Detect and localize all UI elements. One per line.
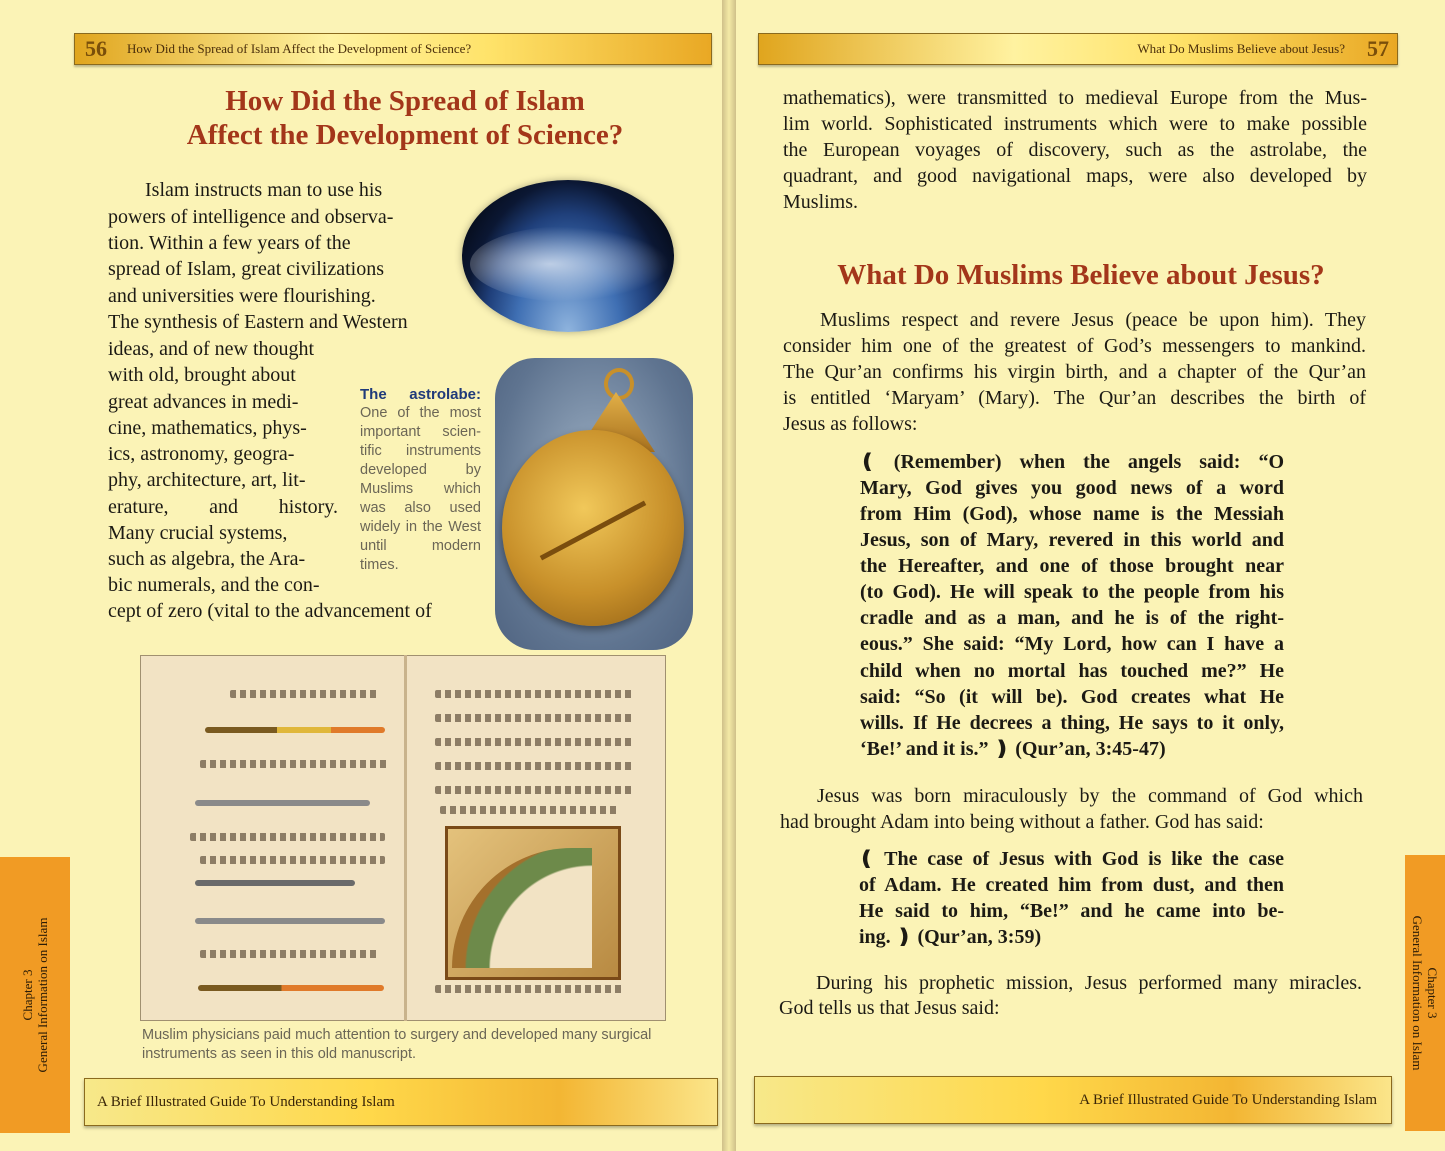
chapter-tab-text xyxy=(1410,878,1440,1108)
quote-line: of Adam. He created him from dust, and then xyxy=(859,874,1284,896)
right-footer-text: A Brief Illustrated Guide To Understanding Islam xyxy=(1079,1092,1377,1108)
manuscript-script xyxy=(435,690,635,698)
caption-line: Muslim physicians paid much attention to surgery and developed many surgical xyxy=(142,1027,652,1043)
left-chapter-tab xyxy=(0,857,70,1133)
body-line: erature, and history. xyxy=(108,496,338,518)
right-heading: What Do Muslims Believe about Jesus? xyxy=(837,259,1325,291)
left-page xyxy=(0,0,722,1151)
manuscript-script xyxy=(435,985,625,993)
manuscript-script xyxy=(435,738,635,746)
left-running-head-banner xyxy=(74,33,712,65)
caption-line: tific instruments xyxy=(360,443,481,459)
body-line: great advances in medi- xyxy=(108,391,299,413)
astrolabe-caption xyxy=(360,385,481,575)
quote-line: cradle and as a man, and he is of the right- xyxy=(860,607,1284,629)
right-running-head-banner xyxy=(758,33,1398,65)
body-line: Jesus was born miraculously by the command of God which xyxy=(817,785,1363,807)
body-line: and universities were flourishing. xyxy=(108,285,376,307)
body-line: spread of Islam, great civilizations xyxy=(108,258,385,280)
body-line: powers of intelligence and observa- xyxy=(108,206,394,228)
heading-line: How Did the Spread of Islam xyxy=(225,85,585,117)
earth-cloud-layer xyxy=(470,226,670,302)
quote-line: Jesus, son of Mary, revered in this world and xyxy=(860,529,1284,551)
chapter-tab-text xyxy=(20,880,50,1110)
astrolabe-caption-lead: The astrolabe: xyxy=(360,386,481,403)
quote-line: eous.” She said: “My Lord, how can I have a xyxy=(860,633,1284,655)
body-line: Muslims respect and revere Jesus (peace be upon him). They xyxy=(820,309,1366,331)
quote-line: (to God). He will speak to the people from his xyxy=(860,581,1284,603)
body-line: During his prophetic mission, Jesus performed many miracles. xyxy=(816,972,1362,994)
body-line: bic numerals, and the con- xyxy=(108,574,320,596)
body-line: ics, astronomy, geogra- xyxy=(108,443,295,465)
chapter-title: General Information on Islam xyxy=(35,917,50,1073)
body-line: consider him one of the greatest of God’s messengers to mankind. xyxy=(783,335,1366,357)
manuscript-fold xyxy=(404,655,407,1021)
body-line: such as algebra, the Ara- xyxy=(108,548,306,570)
manuscript-script xyxy=(230,690,380,698)
right-chapter-tab xyxy=(1405,855,1445,1131)
manuscript-script xyxy=(435,762,635,770)
left-heading xyxy=(90,84,720,152)
body-line: with old, brought about xyxy=(108,364,296,386)
manuscript-instrument xyxy=(195,880,355,886)
body-line: The Qur’an confirms his virgin birth, and a chapter of the Qur’an xyxy=(783,361,1366,383)
chapter-label: Chapter 3 xyxy=(20,969,35,1021)
body-line: Many crucial systems, xyxy=(108,522,288,544)
body-line: tion. Within a few years of the xyxy=(108,232,351,254)
left-footer-banner xyxy=(84,1078,718,1126)
left-running-head: How Did the Spread of Islam Affect the Development of Science? xyxy=(127,41,472,56)
body-line: The synthesis of Eastern and Western xyxy=(108,311,408,333)
book-gutter xyxy=(722,0,736,1151)
right-footer-banner xyxy=(754,1076,1392,1124)
body-line: is entitled ‘Maryam’ (Mary). The Qur’an describes the birth of xyxy=(783,387,1366,409)
manuscript-script xyxy=(200,950,380,958)
caption-line: developed by xyxy=(360,462,481,478)
body-line: lim world. Sophisticated instruments which were to make possible xyxy=(783,113,1367,135)
caption-line: until modern xyxy=(360,538,481,554)
caption-line: was also used xyxy=(360,500,481,516)
left-footer-text: A Brief Illustrated Guide To Understanding Islam xyxy=(97,1094,395,1110)
right-page xyxy=(736,0,1445,1151)
quote-line: said: “So (it will be). God creates what He xyxy=(860,686,1284,708)
chapter-label: Chapter 3 xyxy=(1425,967,1440,1019)
right-page-number: 57 xyxy=(1367,36,1389,61)
caption-line: Muslims which xyxy=(360,481,481,497)
manuscript-script xyxy=(435,714,635,722)
body-line: mathematics), were transmitted to medieval Europe from the Mus- xyxy=(783,87,1367,109)
quote-line: Mary, God gives you good news of a word xyxy=(860,477,1284,499)
manuscript-instrument xyxy=(195,918,385,924)
manuscript-instrument xyxy=(205,727,385,733)
quote-line: child when no mortal has touched me?” He xyxy=(860,660,1284,682)
body-line: the European voyages of discovery, such as the astrolabe, the xyxy=(783,139,1367,161)
left-page-number: 56 xyxy=(85,36,107,61)
heading-line: Affect the Development of Science? xyxy=(186,119,624,151)
manuscript-script xyxy=(200,760,390,768)
caption-line: instruments as seen in this old manuscript. xyxy=(142,1046,417,1062)
body-line: God tells us that Jesus said: xyxy=(779,997,1000,1019)
manuscript-caption xyxy=(142,1026,682,1064)
body-line: cept of zero (vital to the advancement of xyxy=(108,600,432,622)
quote-line: wills. If He decrees a thing, He says to it only, xyxy=(860,712,1284,734)
quote-line: ❪ The case of Jesus with God is like the case xyxy=(858,848,1284,870)
manuscript-script xyxy=(440,806,620,814)
quote-line: ing. ❫ (Qur’an, 3:59) xyxy=(859,926,1042,948)
quote-line: from Him (God), whose name is the Messiah xyxy=(860,503,1284,525)
right-running-head: What Do Muslims Believe about Jesus? xyxy=(1137,41,1345,56)
caption-line: important scien- xyxy=(360,424,481,440)
chapter-title: General Information on Islam xyxy=(1410,915,1425,1071)
manuscript-script xyxy=(435,786,635,794)
caption-line: widely in the West xyxy=(360,519,481,535)
body-line: ideas, and of new thought xyxy=(108,338,315,360)
body-line: had brought Adam into being without a father. God has said: xyxy=(780,811,1264,833)
caption-line: One of the most xyxy=(360,405,481,421)
body-line: Muslims. xyxy=(783,191,859,213)
manuscript-instrument xyxy=(195,800,370,806)
caption-line: times. xyxy=(360,557,399,573)
manuscript-instrument xyxy=(198,985,384,991)
manuscript-script xyxy=(200,856,385,864)
quote-line: He said to him, “Be!” and he came into be- xyxy=(859,900,1284,922)
quote-line: ❪ (Remember) when the angels said: “O xyxy=(859,451,1284,473)
body-line: Islam instructs man to use his xyxy=(145,179,383,201)
body-line: cine, mathematics, phys- xyxy=(108,417,307,439)
body-line: Jesus as follows: xyxy=(783,413,918,435)
quote-line: ‘Be!’ and it is.” ❫ (Qur’an, 3:45-47) xyxy=(860,738,1166,760)
quote-line: the Hereafter, and one of those brought near xyxy=(860,555,1284,577)
body-line: phy, architecture, art, lit- xyxy=(108,469,306,491)
body-line: quadrant, and good navigational maps, were also developed by xyxy=(783,165,1367,187)
manuscript-script xyxy=(190,833,385,841)
astrolabe-ring xyxy=(604,368,634,400)
